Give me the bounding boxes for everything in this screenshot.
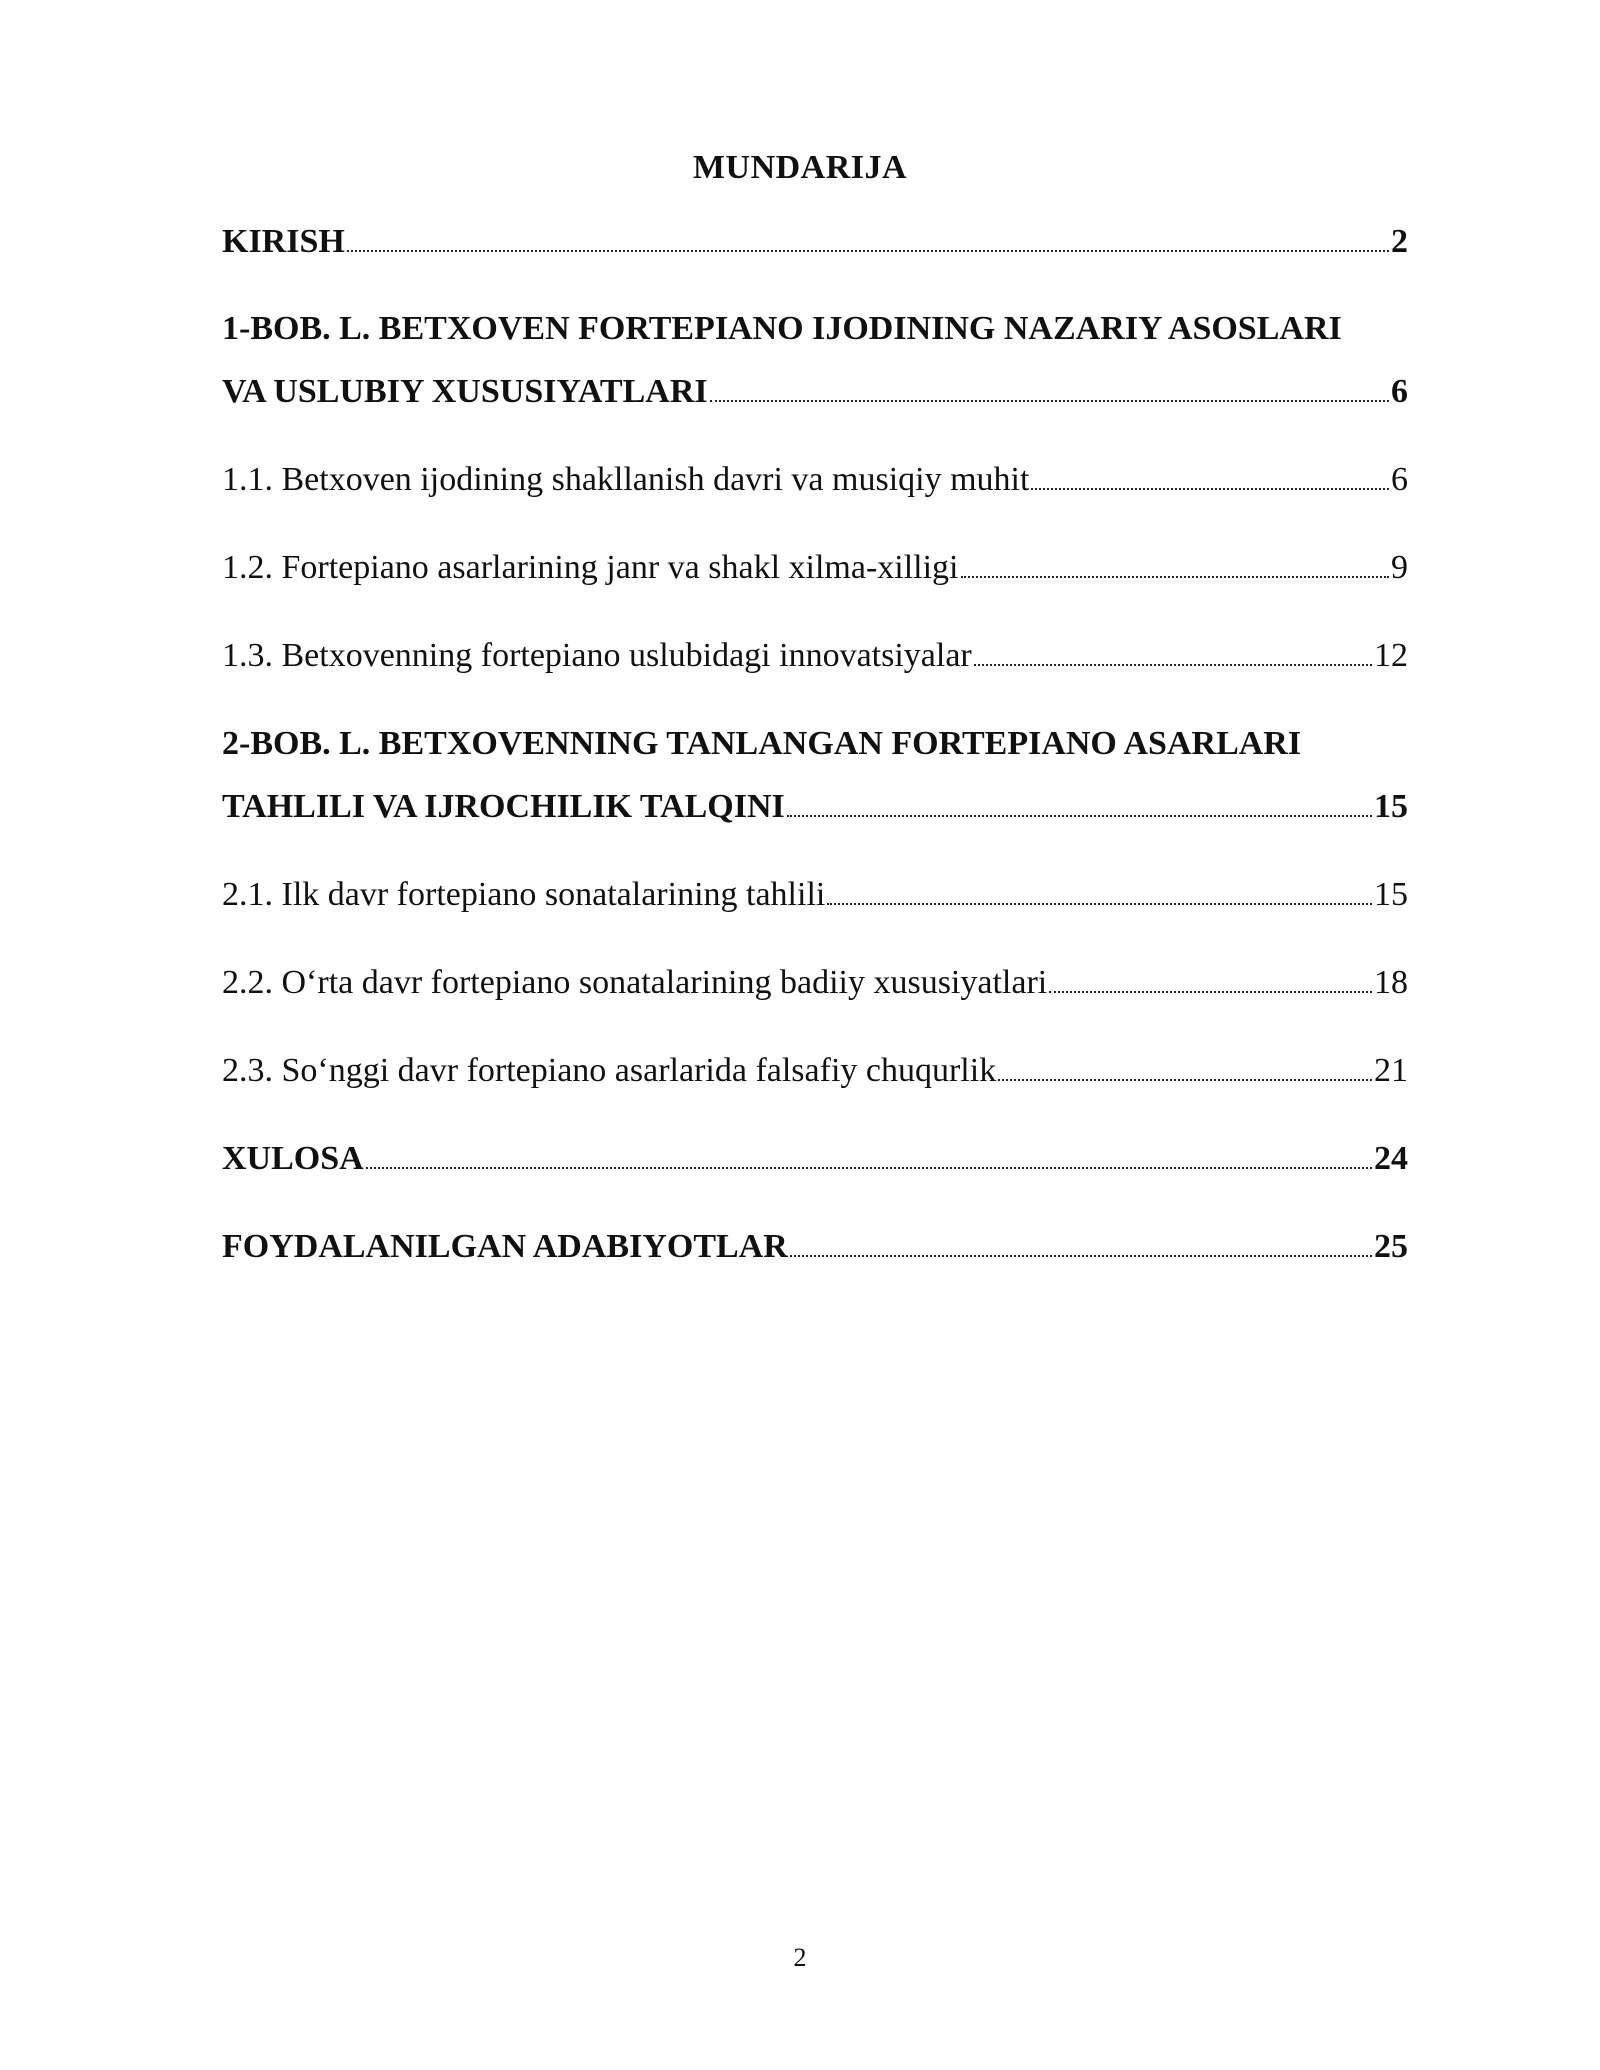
toc-entry-1-2[interactable] xyxy=(222,548,1408,588)
toc-page-number: 15 xyxy=(1374,788,1408,825)
toc-entry-label: 2.3. So‘nggi davr fortepiano asarlarida falsafiy chuqurlik xyxy=(222,1052,997,1089)
toc-entry-label: VA USLUBIY XUSUSIYATLARI xyxy=(222,373,708,410)
toc-entry-label: 1.2. Fortepiano asarlarining janr va shakl xilma-xilligi xyxy=(222,549,959,586)
toc-page-number: 25 xyxy=(1374,1228,1408,1265)
page-title: MUNDARIJA xyxy=(692,149,908,186)
toc-entry-label: 2.2. O‘rta davr fortepiano sonatalarining badiiy xususiyatlari xyxy=(222,964,1048,1001)
dot-leader xyxy=(827,903,1372,905)
toc-entry-label: 2.1. Ilk davr fortepiano sonatalarining tahlili xyxy=(222,876,826,913)
toc-page-number: 9 xyxy=(1391,549,1408,586)
toc-page-number: 6 xyxy=(1391,373,1408,410)
page-footer-number: 2 xyxy=(793,1943,807,1972)
toc-entry-1-1[interactable] xyxy=(222,460,1408,500)
toc-entry-bob1[interactable] xyxy=(222,372,1408,412)
toc-entry-label: TAHLILI VA IJROCHILIK TALQINI xyxy=(222,788,785,825)
toc-entry-1-3[interactable] xyxy=(222,636,1408,676)
dot-leader xyxy=(787,815,1372,817)
dot-leader xyxy=(710,400,1389,402)
toc-entry-label: KIRISH xyxy=(222,223,345,260)
toc-page-number: 18 xyxy=(1374,964,1408,1001)
toc-page-number: 12 xyxy=(1374,637,1408,674)
toc-entry-adabiyotlar[interactable] xyxy=(222,1227,1408,1267)
toc-entry-label: 1.1. Betxoven ijodining shakllanish davri va musiqiy muhit xyxy=(222,461,1030,498)
toc-entry-xulosa[interactable] xyxy=(222,1139,1408,1179)
toc-entry-2-1[interactable] xyxy=(222,875,1408,915)
dot-leader xyxy=(1049,991,1372,993)
toc-entry-label: FOYDALANILGAN ADABIYOTLAR xyxy=(222,1228,788,1265)
toc-page-number: 21 xyxy=(1374,1052,1408,1089)
dot-leader xyxy=(347,250,1389,252)
toc-entry-bob1-line1[interactable]: 1-BOB. L. BETXOVEN FORTEPIANO IJODINING NAZARIY ASOSLARI xyxy=(222,310,1342,347)
toc-entry-bob2-line1[interactable]: 2-BOB. L. BETXOVENNING TANLANGAN FORTEPIANO ASARLARI xyxy=(222,725,1302,762)
dot-leader xyxy=(974,664,1372,666)
toc-entry-bob2[interactable] xyxy=(222,787,1408,827)
toc-entry-label: XULOSA xyxy=(222,1140,364,1177)
toc-entry-kirish[interactable] xyxy=(222,222,1408,262)
toc-page-number: 2 xyxy=(1391,223,1408,260)
toc-page-number: 24 xyxy=(1374,1140,1408,1177)
toc-page-number: 6 xyxy=(1391,461,1408,498)
dot-leader xyxy=(998,1079,1372,1081)
dot-leader xyxy=(790,1255,1372,1257)
dot-leader xyxy=(961,576,1390,578)
toc-page-number: 15 xyxy=(1374,876,1408,913)
toc-entry-2-3[interactable] xyxy=(222,1051,1408,1091)
toc-entry-label: 1.3. Betxovenning fortepiano uslubidagi innovatsiyalar xyxy=(222,637,972,674)
dot-leader xyxy=(366,1167,1372,1169)
toc-entry-2-2[interactable] xyxy=(222,963,1408,1003)
dot-leader xyxy=(1031,488,1389,490)
